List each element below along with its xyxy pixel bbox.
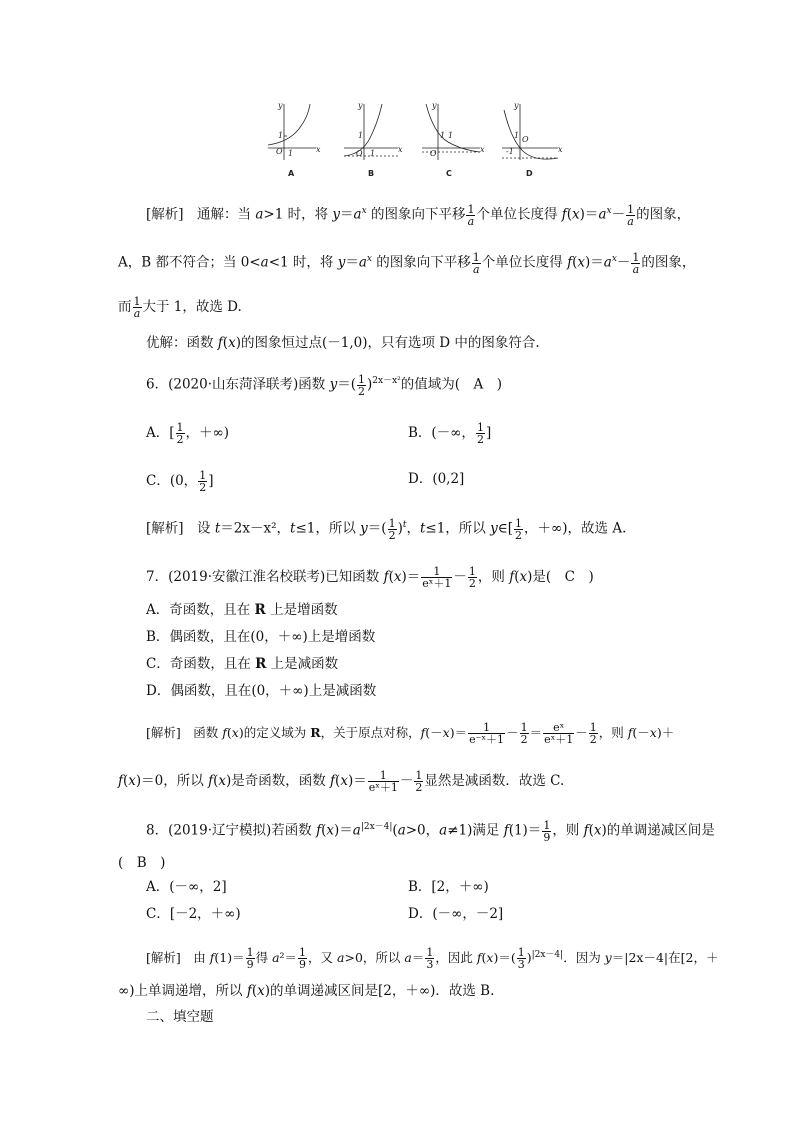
q7-stem: 7．(2019·安徽江淮名校联考)已知函数 f(x)＝ $\frac{1}{\text{eˣ＋1}}$ － $\frac{1}{2}$ ，则 f(x)是( C ) (146, 565, 594, 590)
svg-text:1: 1 (288, 149, 294, 158)
svg-text:y: y (432, 101, 437, 110)
jiexi5-line1: [解析] 通解：当 a>1 时，将 $y=a^x$ 的图象向下平移 $\frac{1}{a}$ 个单位长度得 $f(x)=a^x-$ $\frac{1}{a}$ 的图象， (146, 202, 691, 228)
q6-option-d: D．(0,2] (408, 471, 465, 487)
svg-text:x: x (398, 145, 403, 154)
q8-jiexi-line1: [解析] 由 f(1)＝ $\frac{1}{9}$ 得 a²＝ $\frac{1}{9}$ ，又 a>0，所以 a＝ $\frac{1}{3}$ ，因此 f(x)＝( $\frac{1}{3}$ )$^{|2x-4|}$．因为 y＝|2x－4|在[2，＋ (146, 946, 719, 972)
svg-text:O: O (356, 149, 363, 158)
q8-jiexi-line2: ∞)上单调递增，所以 f(x)的单调递减区间是[2，＋∞)．故选 B. (118, 983, 495, 999)
svg-text:y: y (278, 101, 283, 110)
q8-option-b: B．[2，＋∞) (408, 879, 489, 895)
svg-text:O: O (522, 135, 529, 144)
graphs-svg (258, 98, 568, 180)
jiexi5-line3: 而 $\frac{1}{a}$ 大于 1，故选 D. (118, 295, 242, 320)
svg-text:x: x (480, 145, 485, 154)
svg-text:1: 1 (440, 131, 446, 140)
svg-text:1: 1 (278, 131, 284, 140)
svg-text:y: y (514, 101, 519, 110)
svg-text:O: O (276, 147, 283, 156)
q8-option-c: C．[－2，＋∞) (146, 906, 241, 922)
q7-jiexi-line2: f(x)＝0，所以 f(x)是奇函数，函数 f(x)＝ $\frac{1}{\text{eˣ＋1}}$ － $\frac{1}{2}$ 显然是减函数．故选 C. (118, 769, 565, 794)
q7-option-a: A．奇函数，且在 R 上是增函数 (146, 602, 338, 618)
q7-option-d: D．偶函数，且在(0，＋∞)上是减函数 (146, 683, 377, 699)
section-heading: 二、填空题 (146, 1009, 214, 1025)
option-graphs (258, 98, 568, 180)
graph-label-c: C (446, 169, 452, 178)
svg-text:x: x (558, 145, 563, 154)
q8-option-d: D．(－∞，－2] (408, 906, 504, 922)
jiexi5-line4: 优解：函数 f(x)的图象恒过点(－1,0)，只有选项 D 中的图象符合. (146, 335, 540, 351)
svg-text:1: 1 (358, 131, 364, 140)
svg-text:O: O (430, 149, 437, 158)
svg-text:x: x (316, 145, 321, 154)
svg-text:1: 1 (514, 131, 520, 140)
q8-stem: 8．(2019·辽宁模拟)若函数 $f(x)=a^{|2x-4|}(a>0$，a≠1)满足 f(1)＝ $\frac{1}{9}$ ，则 f(x)的单调递减区间是 (146, 818, 715, 844)
graph-label-b: B (368, 169, 375, 178)
q6-stem: 6．(2020·山东菏泽联考)函数 y＝( $\frac{1}{2}$ )$^{2x-x^2}$的值域为( A ) (146, 372, 503, 398)
q6-option-c: C．(0， $\frac{1}{2}$ ] (146, 469, 214, 494)
q7-option-b: B．偶函数，且在(0，＋∞)上是增函数 (146, 629, 376, 645)
q8-option-a: A．(－∞，2] (146, 879, 227, 895)
q7-option-c: C．奇函数，且在 R 上是减函数 (146, 656, 339, 672)
q6-jiexi: [解析] 设 t＝2x－x²，t≤1，所以 y＝( $\frac{1}{2}$ )$^t$，t≤1，所以 y∈[ $\frac{1}{2}$ ，＋∞)，故选 A. (146, 516, 627, 542)
svg-text:y: y (358, 101, 363, 110)
q6-option-b: B．(－∞， $\frac{1}{2}$ ] (408, 421, 492, 446)
svg-text:-1: -1 (506, 147, 514, 156)
jiexi5-line2: A，B 都不符合；当 0<a<1 时，将 $y=a^x$ 的图象向下平移 $\frac{1}{a}$ 个单位长度得 $f(x)=a^x-$ $\frac{1}{a}$ 的图象， (118, 250, 696, 276)
q6-option-a: A．[ $\frac{1}{2}$ ，＋∞) (146, 421, 230, 446)
svg-text:1: 1 (370, 149, 376, 158)
graph-label-d: D (526, 169, 533, 178)
svg-text:1: 1 (448, 131, 454, 140)
q8-stem-answer: ( B ) (118, 855, 166, 871)
graph-label-a: A (288, 169, 295, 178)
q7-jiexi-line1: [解析] 函数 f(x)的定义域为 R，关于原点对称，f(－x)＝ $\frac{1}{\text{e⁻ˣ＋1}}$ － $\frac{1}{2}$ ＝ $\frac{\text{eˣ}}{\text{eˣ＋1}}$ － $\frac{1}{2}$ ，则 f(－x)＋ (146, 721, 675, 746)
